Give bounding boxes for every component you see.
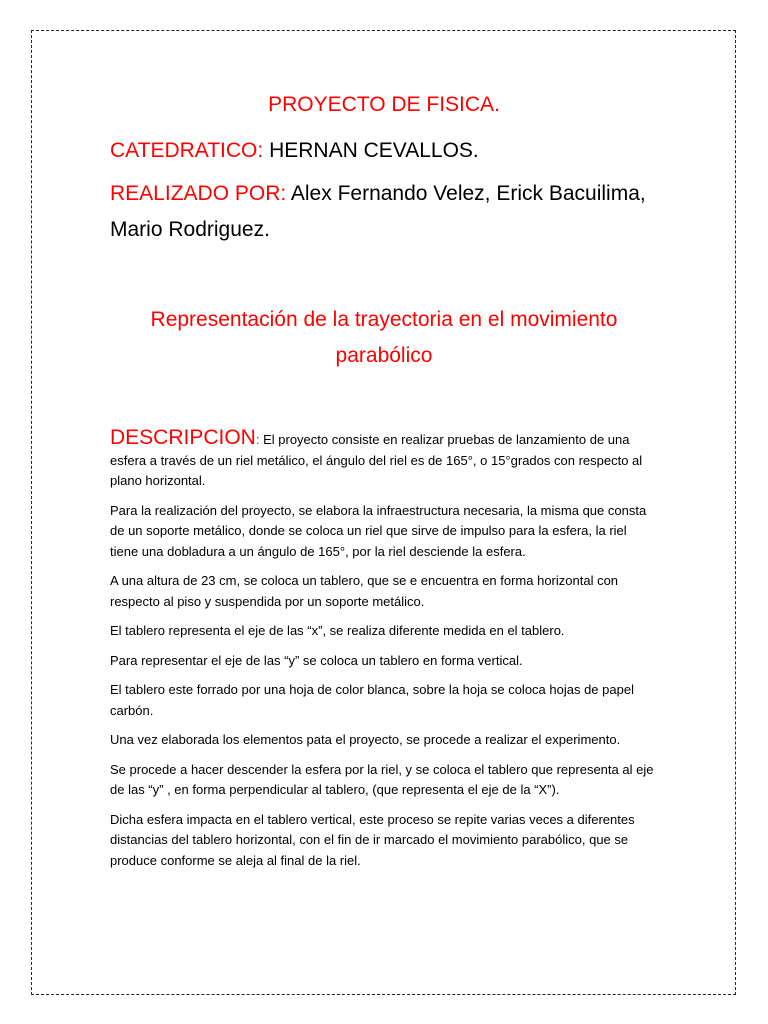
descripcion-label: DESCRIPCION: [110, 426, 256, 449]
document-title: PROYECTO DE FISICA.: [268, 93, 500, 116]
document-subtitle: Representación de la trayectoria en el movimiento parabólico: [150, 308, 618, 367]
catedratico-value: HERNAN CEVALLOS.: [263, 139, 479, 162]
realizado-line: [110, 176, 658, 248]
paragraph-0: [110, 428, 658, 492]
catedratico-label: CATEDRATICO:: [110, 139, 264, 162]
descripcion-colon: :: [255, 432, 260, 447]
paragraph-8: Dicha esfera impacta en el tablero vertical, este proceso se repite varias veces a diferentes distancias del tablero horizontal, con el fin de ir marcado el movimiento parabólico, que se produce conforme se aleja al final de la riel.: [110, 811, 635, 868]
catedratico-line: [110, 133, 658, 169]
paragraph-6: Una vez elaborada los elementos pata el proyecto, se procede a realizar el experimento.: [110, 732, 621, 747]
paragraph-1: Para la realización del proyecto, se elabora la infraestructura necesaria, la misma que consta de un soporte metálico, donde se coloca un riel que sirve de impulso para la esfera, la riel tiene una dobladura a un ángulo de 165°, por la riel desciende la esfera.: [110, 502, 647, 559]
paragraph-4: Para representar el eje de las “y” se coloca un tablero en forma vertical.: [110, 652, 523, 668]
realizado-value: Alex Fernando Velez, Erick Bacuilima, Mario Rodriguez.: [110, 182, 646, 241]
paragraph-5: El tablero este forrado por una hoja de color blanca, sobre la hoja se coloca hojas de papel carbón.: [110, 682, 634, 718]
paragraph-3: El tablero representa el eje de las “x”, se realiza diferente medida en el tablero.: [110, 623, 565, 638]
realizado-label: REALIZADO POR:: [110, 182, 287, 205]
paragraph-text: El proyecto consiste en realizar pruebas de lanzamiento de una esfera a través de un riel metálico, el ángulo del riel es de 165°, o 15°grados con respecto al plano horizontal.: [110, 432, 643, 488]
paragraph-7: Se procede a hacer descender la esfera por la riel, y se coloca el tablero que representa al eje de las “y” , en forma perpendicular al tablero, (que representa el eje de la “X”).: [110, 761, 654, 797]
paragraph-2: A una altura de 23 cm, se coloca un tablero, que se e encuentra en forma horizontal con respecto al piso y suspendida por un soporte metálico.: [110, 573, 619, 609]
description-body: [110, 428, 658, 880]
